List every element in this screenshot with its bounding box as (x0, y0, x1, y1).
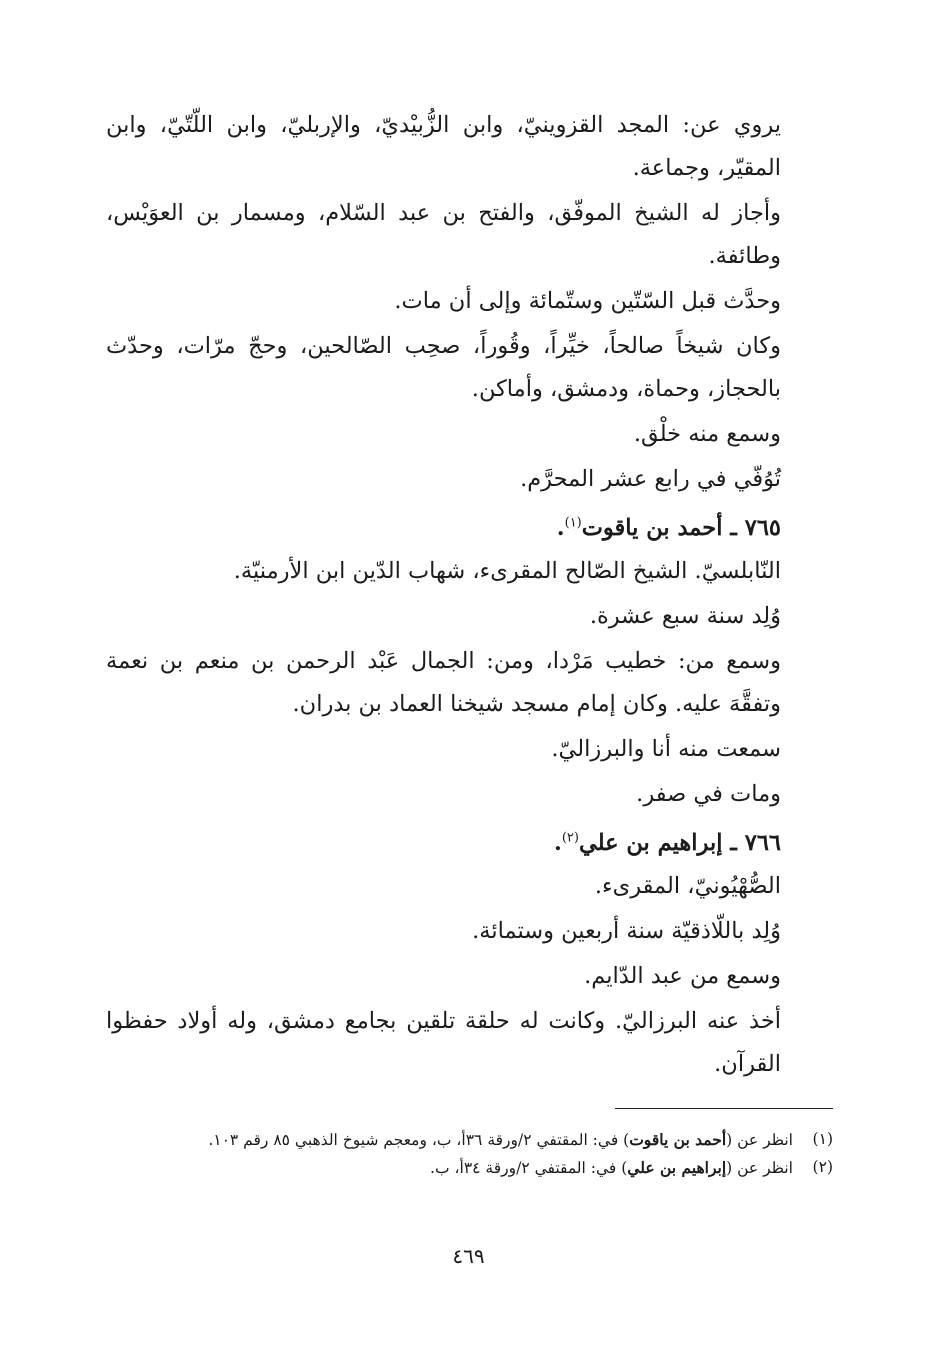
entry-766-students: أخذ عنه البرزاليّ. وكانت له حلقة تلقين بجامع دمشق، وله أولاد حفظوا القرآن. (106, 1008, 781, 1077)
entry-765-teachers: وسمع من: خطيب مَرْدا، ومن: الجمال عَبْد الرحمن بن منعم بن نعمة وتفقَّهَ عليه. وكان إمام مسجد شيخنا العماد بن بدران. (106, 648, 781, 717)
entry-765-footnote-ref: (١) (564, 515, 582, 531)
entry-766-footnote-ref: (٢) (561, 830, 579, 846)
footnote-divider (615, 1108, 833, 1109)
entry-765-death: ومات في صفر. (636, 781, 781, 807)
entry-766-teachers: وسمع من عبد الدّايم. (584, 963, 781, 989)
footnote-body (106, 1154, 793, 1182)
footnotes (106, 1126, 833, 1182)
footnote-bold-name: إبراهيم بن علي (627, 1158, 727, 1177)
entry-765-heading (106, 507, 833, 550)
footnote-text: انظر عن ( (726, 1131, 793, 1149)
entry-766-birth: وُلِد باللّاذقيّة سنة أربعين وستمائة. (472, 918, 781, 944)
entry-766-title: ٧٦٦ ـ إبراهيم بن علي (578, 830, 781, 856)
entry-765-heard: سمعت منه أنا والبرزاليّ. (551, 736, 781, 762)
paragraph-hadith: وحدَّث قبل السّتّين وستّمائة وإلى أن مات. (394, 288, 781, 314)
footnote-number: (١) (812, 1130, 833, 1148)
entry-765-heading-end: . (556, 515, 565, 541)
paragraph-death: تُوُفّي في رابع عشر المحرَّم. (520, 466, 781, 492)
footnote-1 (106, 1126, 833, 1154)
footnote-body (106, 1126, 793, 1154)
entry-765-title: ٧٦٥ ـ أحمد بن ياقوت (581, 515, 781, 541)
paragraph-ijaza: وأجاز له الشيخ الموفّق، والفتح بن عبد السّلام، ومسمار بن العوَيْس، وطائفة. (106, 200, 781, 269)
footnote-text: ) في: المقتفي ٢/ورقة ٣٤أ، ب. (430, 1159, 628, 1177)
entry-766-nisba: الصُّهْيُونيّ، المقرىء. (594, 873, 781, 899)
entry-765-birth: وُلِد سنة سبع عشرة. (589, 603, 781, 629)
main-text (106, 104, 833, 1088)
entry-766-heading (106, 822, 833, 865)
paragraph-students: وسمع منه خلْق. (633, 421, 781, 447)
paragraph-character: وكان شيخاً صالحاً، خيِّراً، وقُوراً، صحِب الصّالحين، وحجّ مرّات، وحدّث بالحجاز، وحماة، ودمشق، وأماكن. (106, 333, 781, 402)
footnote-text: انظر عن ( (726, 1159, 793, 1177)
page-number: ٤٦٩ (452, 1244, 485, 1268)
footnote-2 (106, 1154, 833, 1182)
footnote-bold-name: أحمد بن ياقوت (629, 1130, 727, 1149)
paragraph-narrators: يروي عن: المجد القزوينيّ، وابن الزُّبيْديّ، والإربليّ، وابن اللّتّيّ، وابن المقيّر، وجماعة. (106, 112, 781, 181)
entry-766-heading-end: . (553, 830, 562, 856)
footnote-text: ) في: المقتفي ٢/ورقة ٣٦أ، ب، ومعجم شيوخ الذهبي ٨٥ رقم ١٠٣. (208, 1131, 630, 1149)
entry-765-nisba: النّابلسيّ. الشيخ الصّالح المقرىء، شهاب الدّين ابن الأرمنيّة. (233, 558, 781, 584)
footnote-number: (٢) (812, 1158, 833, 1176)
